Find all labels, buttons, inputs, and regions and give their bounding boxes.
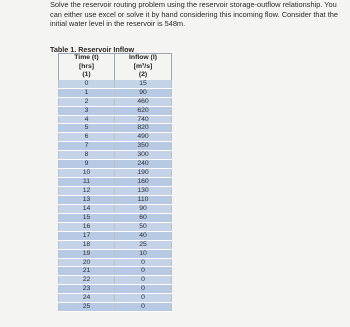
table-row	[59, 142, 172, 151]
inflow-cell: 0	[115, 276, 172, 285]
table-row	[59, 204, 172, 213]
table-caption: Table 1. Reservoir Inflow	[50, 45, 135, 54]
time-cell: 4	[59, 115, 115, 124]
header-time-unit: [hrs]	[59, 63, 115, 72]
table-row	[59, 285, 172, 294]
time-cell: 21	[59, 267, 115, 276]
table-row	[59, 97, 172, 106]
table-row	[59, 151, 172, 160]
inflow-cell: 0	[115, 285, 172, 294]
table-row	[59, 213, 172, 222]
table-row	[59, 178, 172, 187]
table-row	[59, 160, 172, 169]
time-cell: 2	[59, 97, 115, 106]
table-row	[59, 169, 172, 178]
inflow-cell: 160	[115, 178, 172, 187]
inflow-cell: 50	[115, 222, 172, 231]
inflow-cell: 820	[115, 124, 172, 133]
table-row	[59, 222, 172, 231]
table-row	[59, 249, 172, 258]
time-cell: 7	[59, 142, 115, 151]
table-row	[59, 187, 172, 196]
time-cell: 8	[59, 151, 115, 160]
time-cell: 0	[59, 80, 115, 88]
inflow-cell: 490	[115, 133, 172, 142]
reservoir-inflow-table	[58, 53, 172, 312]
time-cell: 24	[59, 294, 115, 303]
inflow-cell: 240	[115, 160, 172, 169]
inflow-cell: 0	[115, 303, 172, 312]
inflow-cell: 90	[115, 204, 172, 213]
header-inflow-unit: [m³/s]	[115, 63, 172, 72]
inflow-cell: 300	[115, 151, 172, 160]
table-row	[59, 133, 172, 142]
inflow-cell: 0	[115, 258, 172, 267]
problem-statement: Solve the reservoir routing problem using the reservoir storage-outflow relationship. You can either use excel or solve it by hand considering this incoming flow. Consider that the initial water level in the reservoir is 548m.	[50, 0, 338, 29]
time-cell: 13	[59, 195, 115, 204]
inflow-cell: 25	[115, 240, 172, 249]
header-inflow-colnum: (2)	[115, 71, 172, 80]
time-cell: 9	[59, 160, 115, 169]
time-cell: 19	[59, 249, 115, 258]
inflow-cell: 350	[115, 142, 172, 151]
table-body	[59, 80, 172, 312]
time-cell: 10	[59, 169, 115, 178]
header-inflow-label: Inflow (I)	[115, 54, 172, 63]
table-row	[59, 115, 172, 124]
time-cell: 1	[59, 88, 115, 97]
table-row	[59, 240, 172, 249]
header-row-2	[59, 63, 172, 72]
inflow-cell: 0	[115, 294, 172, 303]
table-row	[59, 258, 172, 267]
inflow-cell: 190	[115, 169, 172, 178]
time-cell: 5	[59, 124, 115, 133]
table-row	[59, 276, 172, 285]
inflow-cell: 110	[115, 195, 172, 204]
inflow-cell: 740	[115, 115, 172, 124]
inflow-cell: 90	[115, 88, 172, 97]
time-cell: 14	[59, 204, 115, 213]
time-cell: 25	[59, 303, 115, 312]
table-row	[59, 195, 172, 204]
table-row	[59, 231, 172, 240]
table-row	[59, 106, 172, 115]
header-time-label: Time (t)	[59, 54, 115, 63]
inflow-cell: 60	[115, 213, 172, 222]
inflow-cell: 40	[115, 231, 172, 240]
header-row-1	[59, 54, 172, 63]
inflow-cell: 620	[115, 106, 172, 115]
inflow-cell: 10	[115, 249, 172, 258]
header-row-3	[59, 71, 172, 80]
time-cell: 11	[59, 178, 115, 187]
time-cell: 23	[59, 285, 115, 294]
header-time-colnum: (1)	[59, 71, 115, 80]
table-row	[59, 294, 172, 303]
table-row	[59, 88, 172, 97]
time-cell: 22	[59, 276, 115, 285]
table-row	[59, 80, 172, 88]
time-cell: 6	[59, 133, 115, 142]
table-row	[59, 267, 172, 276]
time-cell: 17	[59, 231, 115, 240]
inflow-cell: 15	[115, 80, 172, 88]
time-cell: 20	[59, 258, 115, 267]
inflow-cell: 460	[115, 97, 172, 106]
inflow-cell: 130	[115, 187, 172, 196]
time-cell: 15	[59, 213, 115, 222]
time-cell: 16	[59, 222, 115, 231]
time-cell: 3	[59, 106, 115, 115]
time-cell: 18	[59, 240, 115, 249]
inflow-cell: 0	[115, 267, 172, 276]
table-row	[59, 124, 172, 133]
time-cell: 12	[59, 187, 115, 196]
table-row	[59, 303, 172, 312]
